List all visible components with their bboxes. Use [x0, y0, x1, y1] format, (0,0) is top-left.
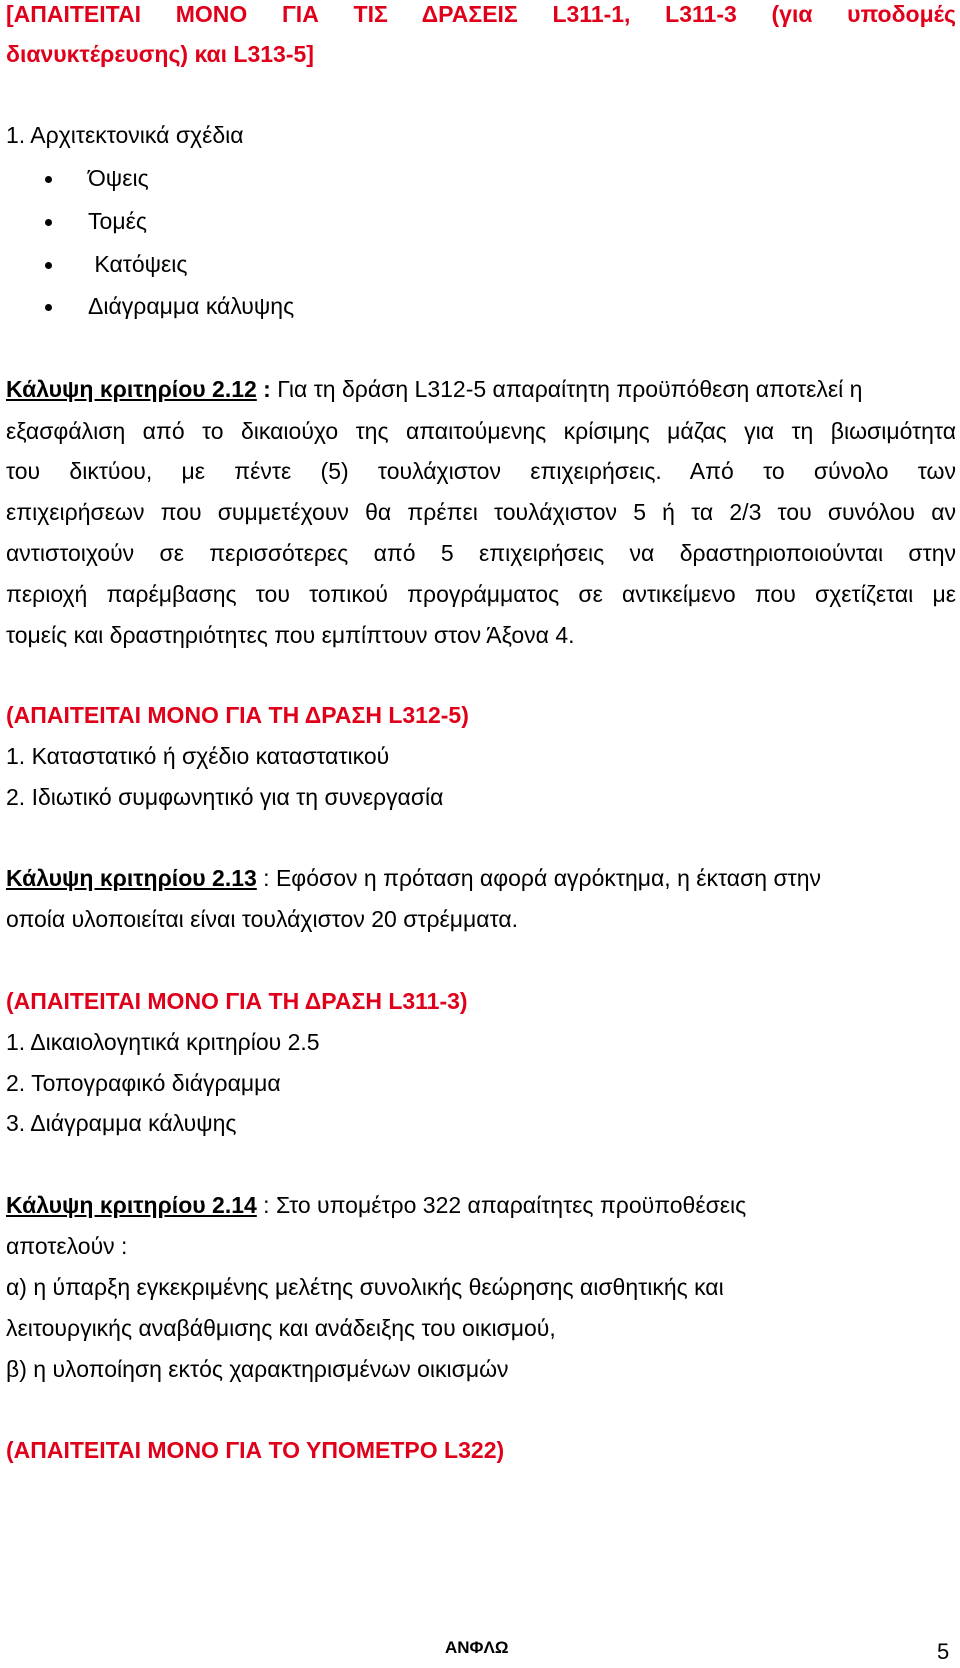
bullet-dot-icon [45, 219, 52, 226]
requirement-l312-5-heading: (ΑΠΑΙΤΕΙΤΑΙ ΜΟΝΟ ΓΙΑ ΤΗ ΔΡΑΣΗ L312-5) [6, 702, 469, 728]
criterion-2-12-separator: : [256, 376, 278, 402]
requirement-l311-3-item: 3. Διάγραμμα κάλυψης [6, 1110, 237, 1136]
criterion-2-12-text: Για τη δράση L312-5 απαραίτητη προϋπόθεση αποτελεί η [277, 376, 863, 402]
requirement-l312-5-item: 1. Καταστατικό ή σχέδιο καταστατικού [6, 743, 390, 769]
criterion-2-14-line: αποτελούν : [6, 1233, 128, 1259]
requirement-l312-5-item: 2. Ιδιωτικό συμφωνητικό για τη συνεργασία [6, 784, 444, 810]
criterion-2-13-separator: : [256, 865, 276, 891]
bullet-text: Όψεις [88, 165, 149, 191]
requirement-l311-3-heading: (ΑΠΑΙΤΕΙΤΑΙ ΜΟΝΟ ΓΙΑ ΤΗ ΔΡΑΣΗ L311-3) [6, 988, 468, 1014]
criterion-2-12-line: αντιστοιχούν σε περισσότερες από 5 επιχειρήσεις να δραστηριοποιούνται στην [6, 540, 956, 566]
criterion-2-12-line: του δικτύου, με πέντε (5) τουλάχιστον επιχειρήσεις. Από το σύνολο των [6, 458, 956, 484]
criterion-2-13-label: Κάλυψη κριτηρίου 2.13 [6, 865, 257, 891]
bullet-text: Τομές [88, 208, 147, 234]
criterion-2-14-text: Στο υπομέτρο 322 απαραίτητες προϋποθέσεις [275, 1192, 747, 1218]
criterion-2-12-line: εξασφάλιση από το δικαιούχο της απαιτούμενης κρίσιμης μάζας για τη βιωσιμότητα [6, 418, 956, 444]
criterion-2-12-first-line [6, 375, 862, 403]
requirement-l311-3-item: 1. Δικαιολογητικά κριτηρίου 2.5 [6, 1029, 320, 1055]
footer-company-name: ΑΝΦΛΩ [445, 1638, 509, 1657]
criterion-2-12-label: Κάλυψη κριτηρίου 2.12 [6, 376, 257, 402]
bullet-dot-icon [45, 262, 52, 269]
bullet-dot-icon [45, 304, 52, 311]
criterion-2-12-line: περιοχή παρέμβασης του τοπικού προγράμματος σε αντικείμενο που σχετίζεται με [6, 581, 956, 607]
criterion-2-13-line: οποία υλοποιείται είναι τουλάχιστον 20 στρέμματα. [6, 906, 519, 932]
footer-page-number: 5 [937, 1639, 950, 1664]
architectural-heading: 1. Αρχιτεκτονικά σχέδια [6, 122, 244, 148]
requirement-l322-heading: (ΑΠΑΙΤΕΙΤΑΙ ΜΟΝΟ ΓΙΑ ΤΟ ΥΠΟΜΕΤΡΟ L322) [6, 1437, 505, 1463]
criterion-2-14-line: λειτουργικής αναβάθμισης και ανάδειξης του οικισμού, [6, 1315, 556, 1341]
criterion-2-13-first-line [6, 864, 821, 892]
bullet-dot-icon [45, 176, 52, 183]
header-requirement-line-2: διανυκτέρευσης) και L313-5] [6, 41, 314, 67]
requirement-l311-3-item: 2. Τοπογραφικό διάγραμμα [6, 1070, 281, 1096]
bullet-text: Κατόψεις [88, 251, 188, 277]
header-requirement-line-1: [ΑΠΑΙΤΕΙΤΑΙ ΜΟΝΟ ΓΙΑ ΤΙΣ ΔΡΑΣΕΙΣ L311-1, L311-3 (για υποδομές [6, 1, 956, 27]
bullet-text: Διάγραμμα κάλυψης [88, 293, 295, 319]
criterion-2-12-line: τομείς και δραστηριότητες που εμπίπτουν στον Άξονα 4. [6, 622, 575, 648]
criterion-2-14-line: β) η υλοποίηση εκτός χαρακτηρισμένων οικισμών [6, 1356, 509, 1382]
criterion-2-14-separator: : [256, 1192, 276, 1218]
criterion-2-14-label: Κάλυψη κριτηρίου 2.14 [6, 1192, 257, 1218]
criterion-2-14-first-line [6, 1191, 746, 1219]
criterion-2-12-line: επιχειρήσεων που συμμετέχουν θα πρέπει τουλάχιστον 5 ή τα 2/3 του συνόλου αν [6, 499, 956, 525]
criterion-2-13-text: Εφόσον η πρόταση αφορά αγρόκτημα, η έκταση στην [275, 865, 822, 891]
criterion-2-14-line: α) η ύπαρξη εγκεκριμένης μελέτης συνολικής θεώρησης αισθητικής και [6, 1274, 724, 1300]
